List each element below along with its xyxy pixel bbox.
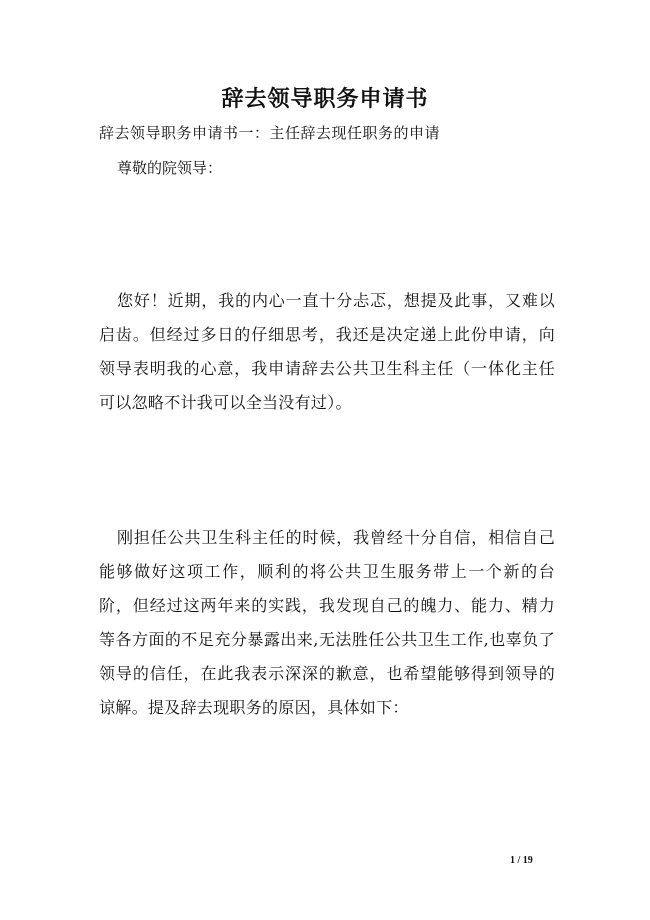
salutation: 尊敬的院领导： [117,159,223,177]
paragraph-2: 刚担任公共卫生科主任的时候，我曾经十分自信，相信自己能够做好这项工作，顺利的将公共卫生服务带上一个新的台阶，但经过这两年来的实践，我发现自己的魄力、能力、精力等各方面的不足充分暴露出来,无法胜任公共卫生工作,也辜负了领导的信任，在此我表示深深的歉意，也希望能够得到领导的谅解。提及辞去现职务的原因，具体如下： [99,528,555,717]
paragraph-1: 您好！近期，我的内心一直十分忐忑，想提及此事，又难以启齿。但经过多日的仔细思考，我还是决定递上此份申请，向领导表明我的心意，我申请辞去公共卫生科主任（一体化主任可以忽略不计我可以全当没有过）。 [99,291,555,412]
document-subtitle: 辞去领导职务申请书一：主任辞去现任职务的申请 [99,124,441,142]
document-title: 辞去领导职务申请书 [221,86,429,112]
page-number: 1 / 19 [510,855,533,866]
